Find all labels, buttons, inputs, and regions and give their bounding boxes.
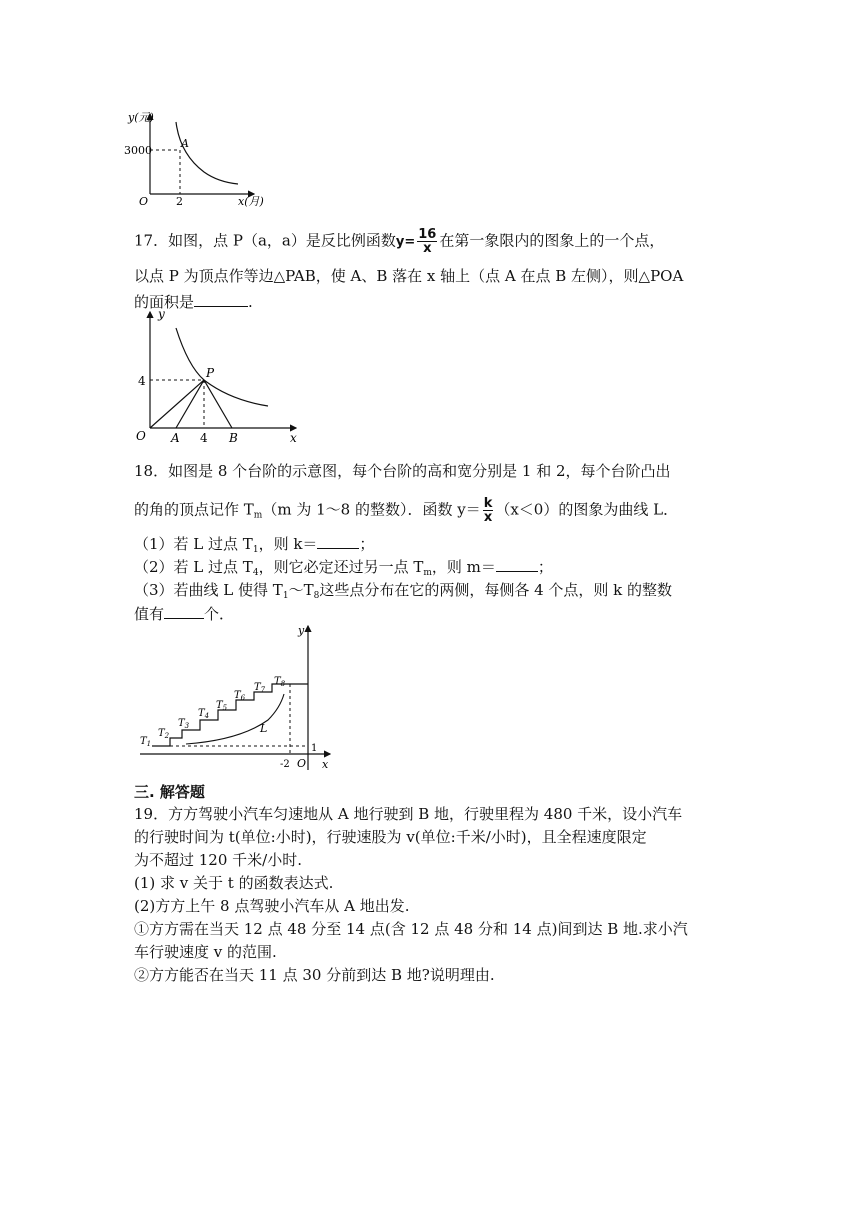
q18-p1-text-c: ；: [359, 535, 375, 553]
q18-p3-text-e: 个．: [204, 605, 235, 623]
step-label-6: $T_6$: [234, 690, 246, 702]
q17-text-b: 在第一象限内的图象上的一个点，: [439, 231, 665, 250]
q18-text-a: 的角的顶点记作 T: [134, 500, 254, 519]
step-label-7: $T_7$: [254, 682, 266, 694]
q17-text-a: 17．如图，点 P（a，a）是反比例函数: [134, 231, 396, 250]
q19-line-8: ②方方能否在当天 11 点 30 分前到达 B 地?说明理由.: [134, 966, 495, 984]
q17-frac-num: 16: [418, 227, 437, 242]
q19-line-7: 车行驶速度 v 的范围.: [134, 943, 277, 961]
q19-line-5: (2)方方上午 8 点驾驶小汽车从 A 地出发.: [134, 897, 410, 915]
x-axis-label: x: [290, 431, 297, 445]
step-labels: [140, 676, 286, 748]
q17-line-1: [134, 228, 664, 255]
section-heading: 三. 解答题: [134, 783, 205, 801]
point-a-label: A: [181, 137, 189, 150]
q18-p2-text-a: （2）若 L 过点 T: [134, 558, 253, 576]
q18-frac-num: k: [483, 496, 493, 511]
q18-p1-answer-blank[interactable]: [317, 534, 359, 549]
x-tick-label: 4: [200, 431, 208, 445]
q18-frac-den: x: [483, 510, 493, 525]
graph-triangle-pab: [130, 308, 310, 446]
y-axis-label: y: [298, 624, 305, 637]
q18-p2-answer-blank[interactable]: [496, 557, 538, 572]
origin-label: O: [139, 195, 149, 208]
q18-p3-sub2: 8: [313, 591, 320, 601]
q18-p1-text-a: （1）若 L 过点 T: [134, 535, 253, 553]
q17-text-d: .: [248, 293, 253, 311]
q18-p2-text-d: ；: [537, 558, 553, 576]
q18-text-c: （x＜0）的图象为曲线 L．: [495, 500, 679, 519]
q17-y-eq: y=: [395, 234, 416, 250]
hyperbola-curve: [176, 122, 238, 184]
q19-line-1: 19．方方驾驶小汽车匀速地从 A 地行驶到 B 地，行驶里程为 480 千米，设小汽车: [134, 805, 683, 823]
q18-p2-text-b: ，则它必定还过另一点 T: [258, 558, 424, 576]
q18-p3-sub: 1: [282, 591, 289, 601]
y-tick-label: 3000: [124, 144, 152, 157]
q18-p3-answer-blank[interactable]: [164, 604, 204, 619]
q18-p2-sub: 4: [252, 568, 259, 578]
q17-frac-den: x: [423, 241, 432, 256]
q18-p3-text-b: ～T: [288, 581, 314, 599]
y-axis-label: y(元): [128, 111, 154, 124]
q17-line-2: 以点 P 为顶点作等边△PAB，使 A、B 落在 x 轴上（点 A 在点 B 左侧），则△POA: [134, 267, 684, 285]
step-label-8: $T_8$: [274, 676, 286, 688]
point-p-label: P: [206, 366, 215, 380]
point-a-label: A: [171, 431, 180, 445]
origin-label: O: [297, 757, 307, 770]
q18-p2-sub2: m: [423, 568, 432, 578]
y-tick-label: 1: [311, 743, 318, 754]
segment-pb: [204, 380, 232, 428]
y-tick-label: 4: [138, 374, 146, 388]
hyperbola-curve: [176, 328, 268, 406]
q18-fraction: [483, 497, 494, 524]
q19-line-6: ①方方需在当天 12 点 48 分至 14 点(含 12 点 48 分和 14 点)间到达 B 地.求小汽: [134, 920, 688, 938]
point-b-label: B: [229, 431, 238, 445]
q18-line-2: [134, 497, 678, 527]
x-tick-label: -2: [280, 759, 290, 770]
q17-answer-blank[interactable]: [194, 292, 248, 307]
q17-fraction: [417, 228, 437, 255]
q18-p1-text-b: ，则 k＝: [258, 535, 318, 553]
step-label-2: $T_2$: [158, 728, 170, 740]
curve-l: [186, 694, 284, 744]
q18-line-1: 18．如图是 8 个台阶的示意图，每个台阶的高和宽分别是 1 和 2，每个台阶凸出: [134, 462, 671, 480]
q18-text-b: （m 为 1～8 的整数）．函数 y＝: [262, 500, 481, 519]
q18-p1-sub: 1: [252, 545, 259, 555]
y-axis-label: y: [158, 308, 165, 321]
step-label-3: $T_3$: [178, 718, 190, 730]
step-label-4: $T_4$: [198, 708, 210, 720]
curve-l-label: L: [260, 722, 268, 735]
x-axis-label: x(月): [238, 195, 264, 208]
q19-line-3: 为不超过 120 千米/小时.: [134, 851, 302, 869]
q18-sub-m: m: [253, 510, 263, 521]
q18-p3-text-d: 值有: [134, 605, 165, 623]
q18-p3-text-a: （3）若曲线 L 使得 T: [134, 581, 283, 599]
segment-op: [150, 380, 204, 428]
segment-pa: [176, 380, 204, 428]
q18-p2-text-c: ，则 m＝: [431, 558, 496, 576]
graph-cost-vs-month: [124, 104, 284, 208]
step-label-1: $T_1$: [140, 736, 152, 748]
q19-line-4: (1) 求 v 关于 t 的函数表达式.: [134, 874, 334, 892]
q18-p3-text-c: 这些点分布在它的两侧，每侧各 4 个点，则 k 的整数: [319, 581, 673, 599]
x-tick-label: 2: [176, 195, 183, 208]
origin-label: O: [136, 429, 146, 443]
graph-staircase: [130, 620, 340, 776]
step-label-5: $T_5$: [216, 700, 228, 712]
q19-line-2: 的行驶时间为 t(单位:小时)，行驶速股为 v(单位:千米/小时)，且全程速度限定: [134, 828, 647, 846]
x-axis-label: x: [322, 758, 329, 771]
q17-text-c: 的面积是: [134, 293, 195, 311]
